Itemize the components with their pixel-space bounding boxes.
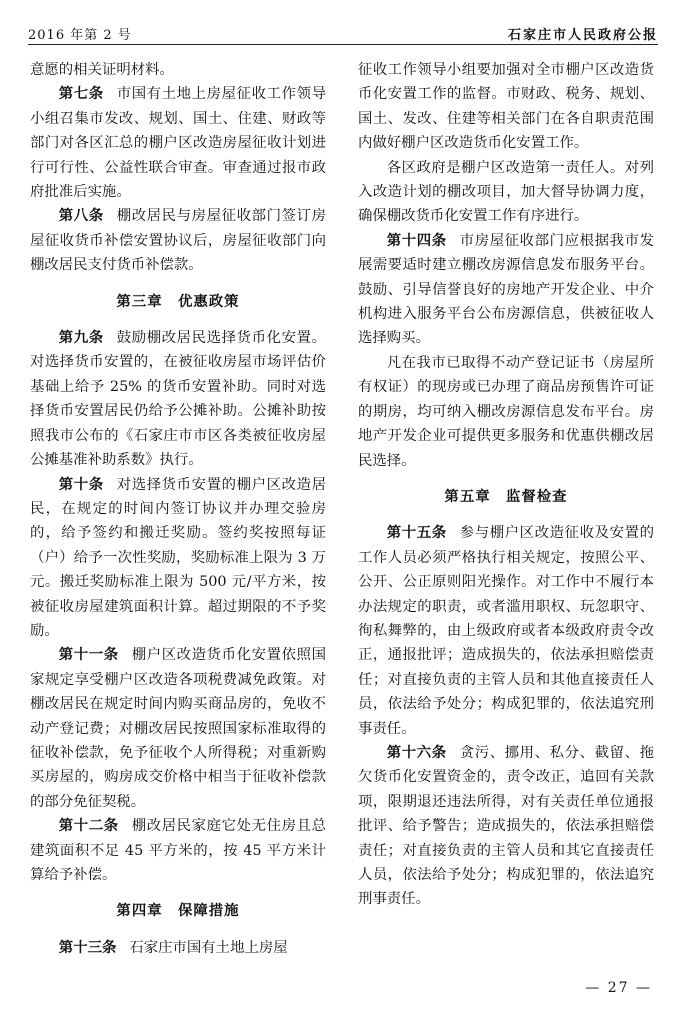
article-label: 第八条 [58,207,104,225]
article-12 [30,814,326,887]
article-label: 第十三条 [58,938,117,956]
article-label: 第十六条 [386,743,447,761]
left-column [30,58,326,960]
article-text: 市房屋征收部门应根据我市发展需要适时建立棚改房源信息发布服务平台。鼓励、引导信誉良好的房地产开发企业、中介机构进入服务平台公布房源信息，供被征收人选择购买。 [358,232,654,347]
article-text: 参与棚户区改造征收及安置的工作人员必须严格执行相关规定，按照公平、公开、公正原则阳光操作。对工作中不履行本办法规定的职责，或者滥用职权、玩忽职守、徇私舞弊的，由上级政府或者本级政府责令改正，通报批评；造成损失的，依法承担赔偿责任；对直接负责的主管人员和其他直接责任人员，依法给予处分；构成犯罪的，依法追究刑事责任。 [358,525,654,737]
article-text: 棚户区改造货币化安置依照国家规定享受棚户区改造各项税费减免政策。对棚改居民在规定时间内购买商品房的，免收不动产登记费；对棚改居民按照国家标准取得的征收补偿款，免予征收个人所得税；对重新购买房屋的，购房成交价格中相当于征收补偿款的部分免征契税。 [30,647,326,810]
right-column [358,58,654,912]
article-14 [358,229,654,351]
article-label: 第十四条 [386,231,447,249]
article-11 [30,643,326,814]
article-8 [30,204,326,277]
article-text: 贪污、挪用、私分、截留、拖欠货币化安置资金的，责令改正，追回有关款项，限期退还违法所得，对有关责任单位通报批评、给予警告；造成损失的，依法承担赔偿责任；对直接负责的主管人员和其它直接责任人员，依法给予处分；构成犯罪的，依法追究刑事责任。 [358,744,654,908]
paragraph: 征收工作领导小组要加强对全市棚户区改造货币化安置工作的监督。市财政、税务、规划、国土、发改、住建等相关部门在各自职责范围内做好棚户区改造货币化安置工作。 [358,62,654,152]
publication-title: 石家庄市人民政府公报 [507,28,658,43]
article-10 [30,473,326,644]
article-9 [30,326,326,472]
article-16 [358,741,654,912]
article-label: 第十二条 [58,817,119,835]
page-number: — 27 — [585,980,652,996]
article-label: 第七条 [58,85,104,103]
article-text: 棚改居民家庭它处无住房且总建筑面积不足 45 平方米的，按 45 平方米计算给予补偿。 [30,818,326,883]
article-text: 鼓励棚改居民选择货币化安置。对选择货币安置的，在被征收房屋市场评估价基础上给予 25% 的货币安置补助。同时对选择货币安置居民仍给予公摊补助。公摊补助按照我市公布的《石家庄市市区各类被征收房屋公摊基准补助系数》执行。 [30,330,326,469]
paragraph: 意愿的相关证明材料。 [30,62,174,78]
chapter-heading: 第三章 优惠政策 [116,292,240,310]
paragraph: 凡在我市已取得不动产登记证书（房屋所有权证）的现房或已办理了商品房预售许可证的期房，均可纳入棚改房源信息发布平台。房地产开发企业可提供更多服务和优惠供棚改居民选择。 [358,354,654,469]
article-7 [30,82,326,204]
chapter-heading: 第五章 监督检查 [444,487,568,505]
chapter-heading: 第四章 保障措施 [116,902,240,920]
page-header [28,22,658,45]
article-text: 石家庄市国有土地上房屋 [129,939,288,956]
issue-label: 2016 年第 2 号 [28,28,132,43]
article-label: 第九条 [58,329,104,347]
article-15 [358,521,654,741]
article-text: 对选择货币安置的棚户区改造居民，在规定的时间内签订协议并办理交验房的，给予签约和搬迁奖励。签约奖按照每证（户）给予一次性奖励，奖励标准上限为 3 万元。搬迁奖励标准上限为 500 元/平方米，按被征收房屋建筑面积计算。超过期限的不予奖励。 [30,476,326,639]
paragraph: 各区政府是棚户区改造第一责任人。对列入改造计划的棚改项目，加大督导协调力度，确保棚改货币化安置工作有序进行。 [358,159,654,225]
article-label: 第十五条 [386,524,447,542]
article-label: 第十一条 [58,646,119,664]
article-13 [30,936,326,960]
article-text: 市国有土地上房屋征收工作领导小组召集市发改、规划、国土、住建、财政等部门对各区汇总的棚户区改造房屋征收计划进行可行性、公益性联合审查。审查通过报市政府批准后实施。 [30,86,326,201]
article-label: 第十条 [58,475,104,493]
article-text: 棚改居民与房屋征收部门签订房屋征收货币补偿安置协议后，房屋征收部门向棚改居民支付货币补偿款。 [30,208,326,274]
